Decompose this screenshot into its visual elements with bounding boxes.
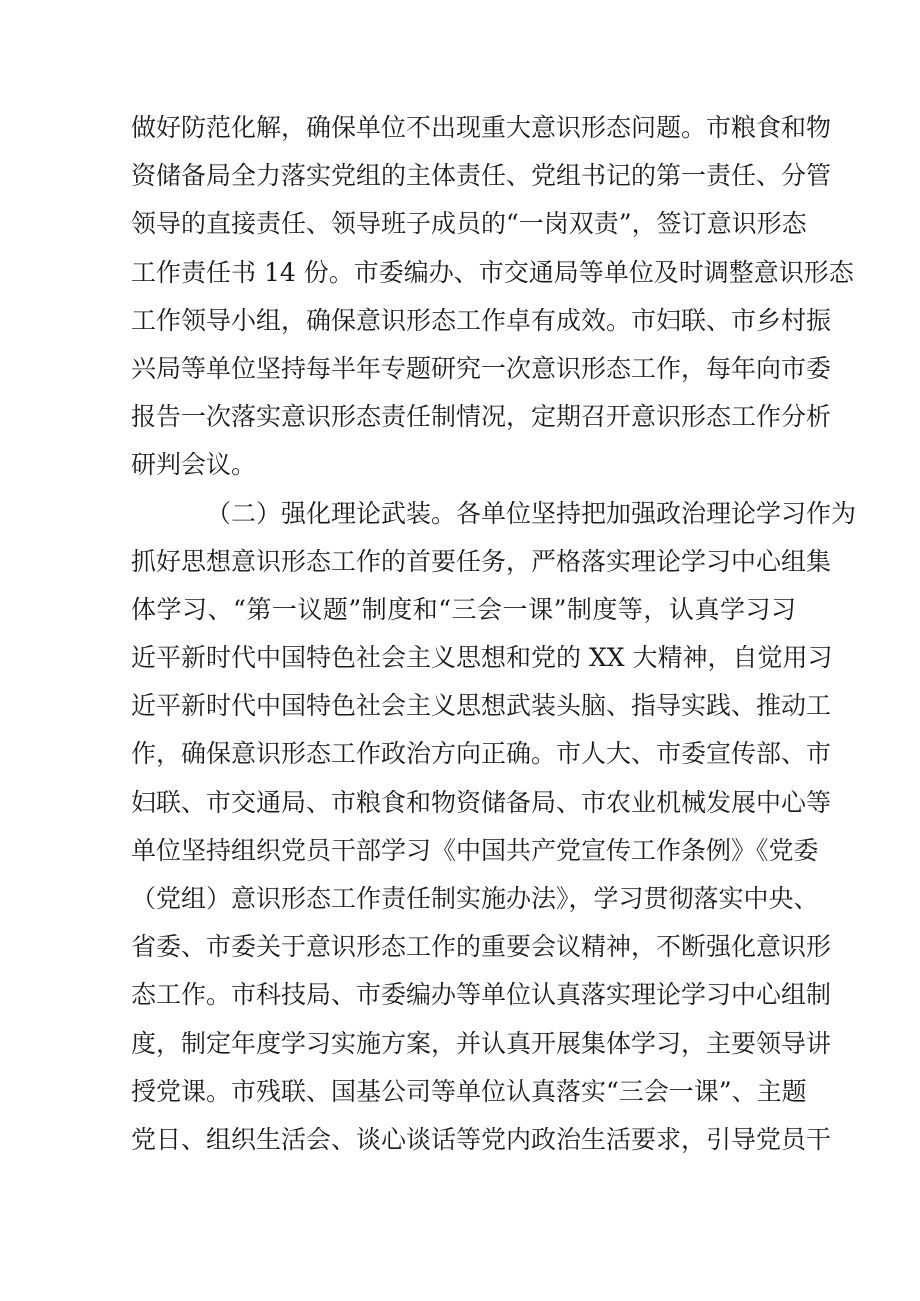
text-line: 党日、组织生活会、谈心谈话等党内政治生活要求，引导党员干: [131, 1124, 832, 1154]
text-line: 作，确保意识形态工作政治方向正确。市人大、市委宣传部、市: [131, 739, 832, 769]
text-line: 近平新时代中国特色社会主义思想和党的 XX 大精神，自觉用习: [131, 643, 833, 673]
body-text: [131, 104, 857, 1164]
text-line: 度，制定年度学习实施方案，并认真开展集体学习，主要领导讲: [131, 1028, 832, 1058]
text-line: 资储备局全力落实党组的主体责任、党组书记的第一责任、分管: [131, 161, 832, 191]
text-line: 研判会议。: [131, 450, 257, 480]
text-line: 做好防范化解，确保单位不出现重大意识形态问题。市粮食和物: [131, 113, 832, 142]
section-heading-line: （二）强化理论武装。各单位坚持把加强政治理论学习作为: [206, 498, 857, 528]
text-line: 报告一次落实意识形态责任制情况，定期召开意识形态工作分析: [131, 402, 832, 432]
text-line: 体学习、“第一议题”制度和“三会一课”制度等，认真学习习: [131, 594, 796, 624]
text-line: 单位坚持组织党员干部学习《中国共产党宣传工作条例》《党委: [131, 835, 819, 865]
text-line: 妇联、市交通局、市粮食和物资储备局、市农业机械发展中心等: [131, 787, 832, 817]
text-line: 授党课。市残联、国基公司等单位认真落实“三会一课”、主题: [131, 1076, 807, 1106]
text-line: （党组）意识形态工作责任制实施办法》，学习贯彻落实中央、: [131, 884, 819, 913]
text-line: 兴局等单位坚持每半年专题研究一次意识形态工作，每年向市委: [131, 353, 832, 383]
paragraph-2: [131, 490, 857, 1165]
text-line: 领导的直接责任、领导班子成员的“一岗双责”，签订意识形态: [131, 209, 807, 239]
text-line: 工作领导小组，确保意识形态工作卓有成效。市妇联、市乡村振: [131, 305, 832, 335]
text-line: 工作责任书 14 份。市委编办、市交通局等单位及时调整意识形态: [131, 257, 854, 287]
text-line: 省委、市委关于意识形态工作的重要会议精神，不断强化意识形: [131, 932, 832, 962]
text-line: 态工作。市科技局、市委编办等单位认真落实理论学习中心组制: [131, 980, 832, 1010]
text-line: 近平新时代中国特色社会主义思想武装头脑、指导实践、推动工: [131, 691, 832, 721]
text-line: 抓好思想意识形态工作的首要任务，严格落实理论学习中心组集: [131, 546, 832, 576]
paragraph-1: [131, 104, 854, 490]
